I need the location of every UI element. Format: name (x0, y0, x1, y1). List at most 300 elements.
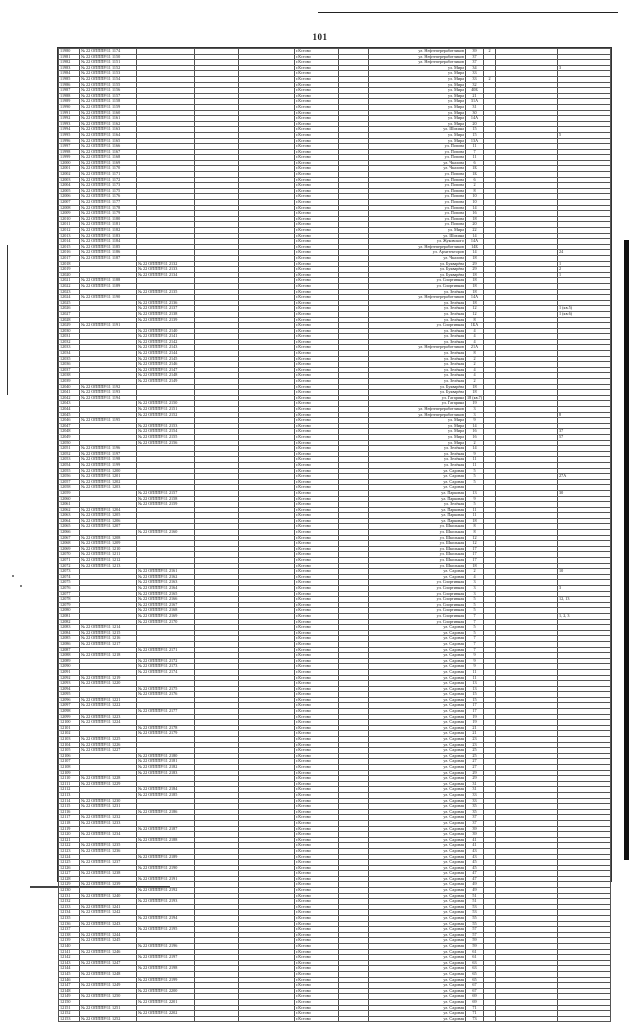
cell-town: г.Кстово (295, 625, 339, 631)
cell-doc-a: № 22 ОПППР/11 1229 (80, 781, 137, 787)
cell-id: 12096 (59, 697, 80, 703)
cell-house-number: 31 (466, 781, 484, 787)
cell-town: г.Кстово (295, 239, 339, 245)
cell-street: ул. Садовая (369, 927, 466, 933)
cell-doc-a: № 22 ОПППР/11 1232 (80, 815, 137, 821)
cell-doc-b: № 22 ОПППР/11 2154 (137, 429, 195, 435)
cell-note: 24 (558, 250, 611, 256)
cell-street: ул. Садовая (369, 709, 466, 715)
cell-town: г.Кстово (295, 144, 339, 150)
cell-town: г.Кстово (295, 407, 339, 413)
cell-house-number: 29 (466, 267, 484, 273)
cell-doc-a: № 22 ОПППР/11 1235 (80, 843, 137, 849)
cell-house-number: 37 (466, 60, 484, 66)
cell-id: 12008 (59, 205, 80, 211)
cell-id: 12141 (59, 949, 80, 955)
scan-edge-mark-right (624, 240, 629, 860)
cell-doc-b: № 22 ОПППР/11 2142 (137, 339, 195, 345)
cell-house-number: 5 (466, 479, 484, 485)
cell-street: ул. Садовая (369, 826, 466, 832)
cell-doc-b: № 22 ОПППР/11 2192 (137, 888, 195, 894)
cell-street: ул. Спортивная (369, 602, 466, 608)
cell-doc-b: № 22 ОПППР/11 2195 (137, 927, 195, 933)
cell-doc-a: № 22 ОПППР/11 1213 (80, 563, 137, 569)
cell-town: г.Кстово (295, 703, 339, 709)
cell-doc-a: № 22 ОПППР/11 1228 (80, 776, 137, 782)
cell-street: ул. Шохина (369, 233, 466, 239)
cell-town: г.Кстово (295, 759, 339, 765)
cell-doc-b: № 22 ОПППР/11 2200 (137, 988, 195, 994)
cell-doc-a: № 22 ОПППР/11 1204 (80, 507, 137, 513)
cell-doc-b: № 22 ОПППР/11 2143 (137, 345, 195, 351)
cell-doc-a: № 22 ОПППР/11 1200 (80, 468, 137, 474)
cell-town: г.Кстово (295, 306, 339, 312)
cell-town: г.Кстово (295, 496, 339, 502)
cell-town: г.Кстово (295, 714, 339, 720)
cell-id: 12001 (59, 166, 80, 172)
cell-town: г.Кстово (295, 88, 339, 94)
cell-id: 12112 (59, 787, 80, 793)
cell-id: 12060 (59, 496, 80, 502)
cell-house-number: 1Б (466, 166, 484, 172)
cell-id: 11995 (59, 132, 80, 138)
cell-street: ул. Попова (369, 194, 466, 200)
cell-house-number: 27 (466, 765, 484, 771)
cell-doc-b: № 22 ОПППР/11 2163 (137, 580, 195, 586)
cell-doc-a: № 22 ОПППР/11 1240 (80, 893, 137, 899)
cell-town: г.Кстово (295, 132, 339, 138)
cell-doc-b: № 22 ОПППР/11 2196 (137, 944, 195, 950)
cell-doc-a: № 22 ОПППР/11 1188 (80, 278, 137, 284)
cell-house-number: 37 (466, 54, 484, 60)
cell-id: 12051 (59, 446, 80, 452)
cell-id: 12135 (59, 916, 80, 922)
cell-town: г.Кстово (295, 462, 339, 468)
cell-street: ул. Садовая (369, 742, 466, 748)
cell-id: 12047 (59, 423, 80, 429)
cell-house-number: 19 (466, 714, 484, 720)
cell-street: ул. Мира (369, 104, 466, 110)
cell-street: ул. Садовая (369, 681, 466, 687)
cell-doc-a: № 22 ОПППР/11 1226 (80, 742, 137, 748)
cell-town: г.Кстово (295, 457, 339, 463)
cell-town: г.Кстово (295, 1016, 339, 1022)
cell-doc-b: № 22 ОПППР/11 2140 (137, 328, 195, 334)
cell-town: г.Кстово (295, 502, 339, 508)
cell-town: г.Кстово (295, 893, 339, 899)
cell-id: 12137 (59, 927, 80, 933)
cell-town: г.Кстово (295, 323, 339, 329)
cell-id: 12068 (59, 541, 80, 547)
cell-house-number: 5 (466, 630, 484, 636)
cell-id: 12131 (59, 893, 80, 899)
cell-house-number: 37 (466, 815, 484, 821)
cell-note: 30 (558, 490, 611, 496)
cell-town: г.Кстово (295, 228, 339, 234)
cell-doc-a: № 22 ОПППР/11 1237 (80, 860, 137, 866)
cell-doc-b: № 22 ОПППР/11 2150 (137, 401, 195, 407)
cell-doc-a: № 22 ОПППР/11 1234 (80, 832, 137, 838)
cell-id: 12111 (59, 781, 80, 787)
cell-house-number: 5 (466, 597, 484, 603)
cell-town: г.Кстово (295, 888, 339, 894)
cell-house-number: 45 (466, 860, 484, 866)
cell-town: г.Кстово (295, 641, 339, 647)
cell-house-number: 14А (466, 116, 484, 122)
cell-id: 12146 (59, 977, 80, 983)
cell-street: ул. Садовая (369, 988, 466, 994)
cell-house-number: 18 (466, 283, 484, 289)
cell-doc-a: № 22 ОПППР/11 1189 (80, 283, 137, 289)
cell-town: г.Кстово (295, 99, 339, 105)
cell-street: ул. Школьная (369, 563, 466, 569)
cell-house-number: 25 (466, 748, 484, 754)
cell-doc-a: № 22 ОПППР/11 1192 (80, 384, 137, 390)
cell-house-number: 4 (466, 339, 484, 345)
cell-sub-number: 2 (484, 49, 496, 55)
cell-street: ул. Школьная (369, 524, 466, 530)
cell-street: ул. Садовая (369, 686, 466, 692)
cell-house-number: 3 (466, 412, 484, 418)
cell-street: ул. Спортивная (369, 278, 466, 284)
cell-town: г.Кстово (295, 832, 339, 838)
cell-id: 12113 (59, 792, 80, 798)
cell-house-number: 12 (466, 306, 484, 312)
cell-id: 12105 (59, 748, 80, 754)
cell-town: г.Кстово (295, 938, 339, 944)
cell-note: 12, 13 (558, 597, 611, 603)
cell-town: г.Кстово (295, 742, 339, 748)
cell-street: ул. Садовая (369, 574, 466, 580)
cell-doc-a: № 22 ОПППР/11 1175 (80, 188, 137, 194)
cell-id: 12066 (59, 530, 80, 536)
cell-doc-a: № 22 ОПППР/11 1249 (80, 983, 137, 989)
cell-id: 12043 (59, 401, 80, 407)
cell-doc-a: № 22 ОПППР/11 1182 (80, 228, 137, 234)
cell-doc-b: № 22 ОПППР/11 2158 (137, 496, 195, 502)
cell-doc-b: № 22 ОПППР/11 2183 (137, 770, 195, 776)
register-table-frame (57, 47, 612, 1021)
cell-town: г.Кстово (295, 994, 339, 1000)
cell-town: г.Кстово (295, 518, 339, 524)
cell-town: г.Кстово (295, 54, 339, 60)
cell-doc-a: № 22 ОПППР/11 1164 (80, 132, 137, 138)
cell-street: ул. Садовая (369, 636, 466, 642)
cell-house-number: 25 (466, 753, 484, 759)
cell-town: г.Кстово (295, 630, 339, 636)
cell-town: г.Кстово (295, 194, 339, 200)
cell-house-number: 11 (466, 457, 484, 463)
cell-house-number: 12 (466, 541, 484, 547)
cell-id: 12075 (59, 580, 80, 586)
cell-house-number: 13 (466, 681, 484, 687)
cell-street: ул. Попова (369, 188, 466, 194)
cell-id: 11993 (59, 121, 80, 127)
cell-town: г.Кстово (295, 261, 339, 267)
cell-id: 12104 (59, 742, 80, 748)
cell-empty (339, 1016, 369, 1022)
cell-street: ул. Зелёная (369, 334, 466, 340)
cell-town: г.Кстово (295, 60, 339, 66)
cell-id: 12019 (59, 267, 80, 273)
cell-house-number: 67 (466, 983, 484, 989)
cell-doc-b: № 22 ОПППР/11 2177 (137, 709, 195, 715)
cell-house-number: 4 (466, 328, 484, 334)
cell-house-number: 31 (466, 787, 484, 793)
cell-id: 12054 (59, 462, 80, 468)
cell-id: 12073 (59, 569, 80, 575)
cell-town: г.Кстово (295, 205, 339, 211)
cell-doc-a: № 22 ОПППР/11 1181 (80, 222, 137, 228)
cell-house-number: 37 (466, 820, 484, 826)
cell-street: ул. Зелёная (369, 351, 466, 357)
cell-town: г.Кстово (295, 423, 339, 429)
cell-doc-b: № 22 ОПППР/11 2161 (137, 569, 195, 575)
cell-town: г.Кстово (295, 765, 339, 771)
cell-note: 3 (558, 65, 611, 71)
cell-doc-a: № 22 ОПППР/11 1207 (80, 524, 137, 530)
cell-doc-a: № 22 ОПППР/11 1209 (80, 541, 137, 547)
cell-doc-b: № 22 ОПППР/11 2152 (137, 412, 195, 418)
cell-doc-b: № 22 ОПППР/11 2166 (137, 597, 195, 603)
cell-doc-b: № 22 ОПППР/11 2173 (137, 664, 195, 670)
cell-house-number: 11 (466, 513, 484, 519)
cell-street: ул. Мира (369, 99, 466, 105)
cell-house-number: 57 (466, 927, 484, 933)
cell-house-number: 18 (466, 278, 484, 284)
cell-house-number: 16 (466, 434, 484, 440)
cell-doc-b: № 22 ОПППР/11 2180 (137, 753, 195, 759)
cell-id: 12142 (59, 955, 80, 961)
cell-town: г.Кстово (295, 944, 339, 950)
cell-id: 12148 (59, 988, 80, 994)
cell-town: г.Кстово (295, 244, 339, 250)
cell-doc-b: № 22 ОПППР/11 2144 (137, 351, 195, 357)
cell-town: г.Кстово (295, 988, 339, 994)
cell-note: 1 (558, 272, 611, 278)
cell-doc-b: № 22 ОПППР/11 2133 (137, 267, 195, 273)
cell-town: г.Кстово (295, 613, 339, 619)
cell-town: г.Кстово (295, 843, 339, 849)
cell-street: ул. Садовая (369, 776, 466, 782)
cell-house-number: 18 (466, 272, 484, 278)
cell-note: 2 (558, 267, 611, 273)
cell-doc-b: № 22 ОПППР/11 2182 (137, 765, 195, 771)
cell-house-number: 18 (466, 255, 484, 261)
cell-doc-a: № 22 ОПППР/11 1177 (80, 200, 137, 206)
cell-town: г.Кстово (295, 110, 339, 116)
cell-house-number: 67 (466, 988, 484, 994)
cell-house-number: 18 (кв.7) (467, 395, 483, 400)
cell-house-number: 12 (466, 535, 484, 541)
cell-id: 12123 (59, 848, 80, 854)
cell-town: г.Кстово (295, 653, 339, 659)
cell-town: г.Кстово (295, 446, 339, 452)
cell-house-number: 32 (466, 82, 484, 88)
cell-town: г.Кстово (295, 681, 339, 687)
cell-note: 1 (558, 261, 611, 267)
cell-house-number: 18 (466, 289, 484, 295)
cell-street: ул. Нефтепереработчиков (369, 60, 466, 66)
cell-street: ул. Садовая (369, 815, 466, 821)
cell-town: г.Кстово (295, 882, 339, 888)
cell-house-number: 23 (466, 742, 484, 748)
cell-house-number: 47 (466, 876, 484, 882)
cell-house-number: 17 (466, 546, 484, 552)
cell-town: г.Кстово (295, 781, 339, 787)
cell-house-number: 63 (466, 966, 484, 972)
cell-house-number: 5 (466, 474, 484, 480)
cell-doc-a: № 22 ОПППР/11 1158 (80, 99, 137, 105)
cell-doc-a: № 22 ОПППР/11 1246 (80, 949, 137, 955)
cell-house-number: 22 (466, 228, 484, 234)
cell-town: г.Кстово (295, 916, 339, 922)
cell-house-number: 13 (466, 686, 484, 692)
cell-street: ул. Школьная (369, 552, 466, 558)
cell-town: г.Кстово (295, 177, 339, 183)
cell-street: ул. Садовая (369, 664, 466, 670)
cell-street: ул. Садовая (369, 479, 466, 485)
cell-town: г.Кстово (295, 776, 339, 782)
cell-street: ул. Садовая (369, 1016, 466, 1022)
cell-town: г.Кстово (295, 513, 339, 519)
cell-town: г.Кстово (295, 149, 339, 155)
cell-doc-a: № 22 ОПППР/11 1241 (80, 904, 137, 910)
cell-doc-b: № 22 ОПППР/11 2141 (137, 334, 195, 340)
cell-doc-b: № 22 ОПППР/11 2139 (137, 317, 195, 323)
cell-town: г.Кстово (295, 390, 339, 396)
cell-street: ул. Букварёва (369, 261, 466, 267)
cell-house-number: 61 (466, 949, 484, 955)
cell-street: ул. Попова (369, 200, 466, 206)
cell-id: 12088 (59, 653, 80, 659)
cell-house-number: 30 (466, 110, 484, 116)
cell-house-number: 14 (466, 205, 484, 211)
cell-doc-a: № 22 ОПППР/11 1230 (80, 798, 137, 804)
cell-street: ул. Садовая (369, 474, 466, 480)
cell-note: 1 (кв.6) (558, 311, 611, 317)
cell-town: г.Кстово (295, 826, 339, 832)
cell-street: ул. Жуковского (369, 239, 466, 245)
cell-doc-a: № 22 ОПППР/11 1220 (80, 681, 137, 687)
cell-doc-a: № 22 ОПППР/11 1239 (80, 882, 137, 888)
cell-street: ул. Садовая (369, 647, 466, 653)
cell-doc-a: № 22 ОПППР/11 1160 (80, 110, 137, 116)
cell-doc-a: № 22 ОПППР/11 1222 (80, 703, 137, 709)
cell-house-number: 18 (466, 390, 484, 396)
cell-house-number: 3 (466, 591, 484, 597)
cell-street: ул. Зелёная (369, 362, 466, 368)
cell-street: ул. Зелёная (369, 300, 466, 306)
cell-doc-a: № 22 ОПППР/11 1217 (80, 641, 137, 647)
cell-street: ул. Садовая (369, 781, 466, 787)
cell-id: 12094 (59, 686, 80, 692)
cell-town: г.Кстово (295, 904, 339, 910)
cell-town: г.Кстово (295, 709, 339, 715)
cell-doc-a: № 22 ОПППР/11 1214 (80, 625, 137, 631)
cell-street: ул. Зелёная (369, 451, 466, 457)
cell-town: г.Кстово (295, 546, 339, 552)
cell-town: г.Кстово (295, 731, 339, 737)
cell-street: ул. Садовая (369, 904, 466, 910)
cell-town: г.Кстово (295, 334, 339, 340)
cell-street: ул. Садовая (369, 932, 466, 938)
cell-street: ул. Садовая (369, 703, 466, 709)
cell-street: ул. Садовая (369, 625, 466, 631)
cell-id: 12109 (59, 770, 80, 776)
cell-street: ул. Парковая (369, 507, 466, 513)
cell-street: ул. Нефтепереработчиков (369, 407, 466, 413)
cell-doc-a: № 22 ОПППР/11 1173 (80, 183, 137, 189)
cell-id: 12007 (59, 200, 80, 206)
cell-street: ул. Зелёная (369, 379, 466, 385)
cell-town: г.Кстово (295, 753, 339, 759)
cell-street: ул. Садовая (369, 983, 466, 989)
cell-id: 12117 (59, 815, 80, 821)
cell-street: ул. Мира (369, 82, 466, 88)
cell-doc-a: № 22 ОПППР/11 1185 (80, 244, 137, 250)
cell-house-number: 12 (466, 311, 484, 317)
cell-town: г.Кстово (295, 664, 339, 670)
cell-street: ул. Садовая (369, 675, 466, 681)
cell-id: 12115 (59, 804, 80, 810)
cell-town: г.Кстово (295, 949, 339, 955)
cell-street: ул. Садовая (369, 888, 466, 894)
cell-doc-a: № 22 ОПППР/11 1195 (80, 418, 137, 424)
cell-doc-a: № 22 ОПППР/11 1250 (80, 994, 137, 1000)
cell-town: г.Кстово (295, 692, 339, 698)
cell-id: 12128 (59, 876, 80, 882)
cell-house-number: 7 (466, 647, 484, 653)
cell-street: ул. Школьная (369, 546, 466, 552)
cell-doc-a: № 22 ОПППР/11 1162 (80, 121, 137, 127)
cell-id: 11997 (59, 144, 80, 150)
cell-street: ул. Зелёная (369, 457, 466, 463)
cell-doc-b: № 22 ОПППР/11 2138 (137, 311, 195, 317)
cell-id: 12003 (59, 177, 80, 183)
cell-street: ул. Парковая (369, 513, 466, 519)
cell-house-number: 14 (466, 423, 484, 429)
cell-street: ул. Зелёная (369, 317, 466, 323)
cell-house-number: 6 (466, 160, 484, 166)
cell-town: г.Кстово (295, 395, 339, 401)
cell-street: ул. Садовая (369, 871, 466, 877)
cell-house-number: 19 (466, 720, 484, 726)
cell-house-number: 39 (466, 49, 484, 55)
cell-town: г.Кстово (295, 104, 339, 110)
cell-street: ул. Садовая (369, 999, 466, 1005)
cell-id: 11986 (59, 82, 80, 88)
cell-doc-a: № 22 ОПППР/11 1187 (80, 255, 137, 261)
cell-town: г.Кстово (295, 558, 339, 564)
cell-town: г.Кстово (295, 356, 339, 362)
cell-town: г.Кстово (295, 563, 339, 569)
cell-house-number: 7 (466, 641, 484, 647)
cell-town: г.Кстово (295, 490, 339, 496)
header-rule (318, 12, 618, 13)
cell-house-number: 47 (466, 871, 484, 877)
cell-doc-b: № 22 ОПППР/11 2148 (137, 373, 195, 379)
cell-street: ул. Школьная (369, 558, 466, 564)
cell-house-number: 14А (466, 239, 484, 245)
cell-street: ул. Садовая (369, 804, 466, 810)
cell-street: ул. Спортивная (369, 283, 466, 289)
cell-id: 12034 (59, 351, 80, 357)
cell-town: г.Кстово (295, 955, 339, 961)
cell-house-number: 2 (466, 569, 484, 575)
cell-id: 12062 (59, 507, 80, 513)
cell-id: 12038 (59, 373, 80, 379)
